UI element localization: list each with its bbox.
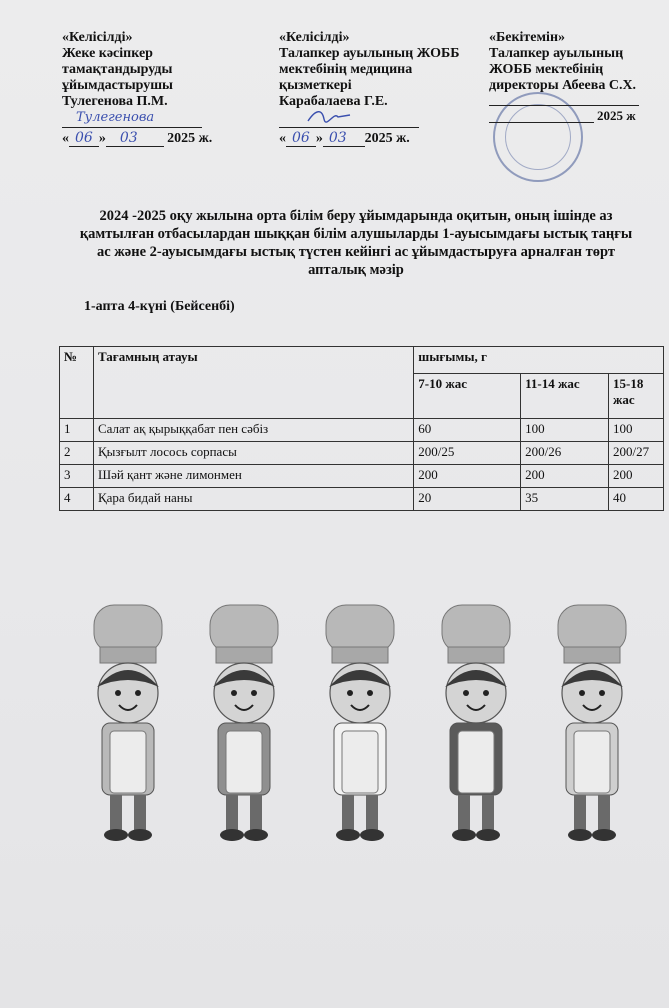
- chef-figure-5-apron: [574, 731, 610, 793]
- middle-line-5: Карабалаева Г.Е.: [279, 94, 388, 109]
- left-line-3: тамақтандыруды: [62, 62, 173, 77]
- chef-figure-5-shoe-left: [568, 829, 592, 841]
- left-line-5: Тулегенова П.М.: [62, 94, 168, 109]
- header-age-7-10: 7-10 жас: [414, 374, 521, 419]
- document-title: 2024 -2025 оқу жылына орта білім беру ұйымдарында оқитын, оның ішінде аз қамтылған отбасылардан шыққан білім алушыларды 1-ауысымдағы ыстық таңғы ас және 2-ауысымдағы ыстық түстен кейінгі ас ұйымдастыруға арналған төрт апталық мәзір: [79, 208, 633, 278]
- header-dish-name: Тағамның атауы: [93, 347, 413, 419]
- header-output: шығымы, г: [414, 347, 664, 374]
- chef-figure-2-apron: [226, 731, 262, 793]
- row-value-7-10: 20: [414, 488, 521, 511]
- row-value-11-14: 200: [521, 465, 609, 488]
- chef-figure-2-leg-left: [226, 795, 238, 831]
- row-value-15-18: 200: [608, 465, 663, 488]
- middle-date-year: 2025 ж.: [364, 131, 410, 146]
- middle-line-1: «Келісілді»: [279, 30, 350, 45]
- chef-figure-4-leg-left: [458, 795, 470, 831]
- chef-figure-1-apron: [110, 731, 146, 793]
- table-row: [60, 465, 664, 488]
- chef-figure-4-leg-right: [482, 795, 494, 831]
- chef-figure-1-eye-left: [115, 690, 121, 696]
- middle-handwritten-signature: [306, 107, 352, 127]
- row-dish: Шәй қант және лимонмен: [93, 465, 413, 488]
- middle-line-2: Талапкер ауылының ЖОББ: [279, 46, 460, 61]
- chef-figure-2-hat: [210, 605, 278, 653]
- header-age-11-14: 11-14 жас: [521, 374, 609, 419]
- chef-figure-4-hat-band: [448, 647, 504, 663]
- row-number: 3: [60, 465, 94, 488]
- chef-figure-1-eye-right: [135, 690, 141, 696]
- chef-figure-1-shoe-left: [104, 829, 128, 841]
- approval-block-right: [489, 30, 636, 94]
- middle-date-day: 06: [286, 130, 316, 147]
- chef-figure-3-eye-right: [367, 690, 373, 696]
- chef-figure-1-leg-left: [110, 795, 122, 831]
- row-value-7-10: 60: [414, 419, 521, 442]
- chef-figure-4-shoe-left: [452, 829, 476, 841]
- row-dish: Қара бидай наны: [93, 488, 413, 511]
- left-line-2: Жеке кәсіпкер: [62, 46, 153, 61]
- table-row: [60, 488, 664, 511]
- chef-figure-4-eye-right: [483, 690, 489, 696]
- right-date-year: 2025 ж: [597, 108, 636, 123]
- row-value-11-14: 100: [521, 419, 609, 442]
- middle-date-open: «: [279, 131, 286, 146]
- right-signature-line: [489, 105, 639, 106]
- right-line-3: ЖОББ мектебінің: [489, 62, 604, 77]
- row-value-7-10: 200: [414, 465, 521, 488]
- chef-figure-5-leg-left: [574, 795, 586, 831]
- chef-figure-4-shoe-right: [476, 829, 500, 841]
- right-line-1: «Бекітемін»: [489, 30, 566, 45]
- chef-figure-2-hat-band: [216, 647, 272, 663]
- table-row: [60, 419, 664, 442]
- child-chefs-illustration: [70, 595, 650, 855]
- row-value-15-18: 200/27: [608, 442, 663, 465]
- left-date-open: «: [62, 131, 69, 146]
- chef-figure-3-hat: [326, 605, 394, 653]
- right-line-2: Талапкер ауылының: [489, 46, 624, 61]
- chef-figure-3-apron: [342, 731, 378, 793]
- chef-figure-1-hat-band: [100, 647, 156, 663]
- header-number: №: [60, 347, 94, 419]
- chef-figure-2-eye-right: [251, 690, 257, 696]
- middle-date-month: 03: [323, 130, 365, 147]
- left-date-day: 06: [69, 130, 99, 147]
- chef-figure-3-leg-right: [366, 795, 378, 831]
- table-header-row: [60, 347, 664, 374]
- chef-figure-5-eye-left: [579, 690, 585, 696]
- left-signature-line: [62, 127, 202, 128]
- right-line-4: директоры Абеева С.Х.: [489, 78, 637, 93]
- chef-figure-4-eye-left: [463, 690, 469, 696]
- chef-figure-2-eye-left: [231, 690, 237, 696]
- row-value-15-18: 100: [608, 419, 663, 442]
- chef-figure-2-shoe-left: [220, 829, 244, 841]
- middle-date: [279, 130, 410, 147]
- header-age-15-18: 15-18 жас: [608, 374, 663, 419]
- row-value-15-18: 40: [608, 488, 663, 511]
- chef-figure-1-leg-right: [134, 795, 146, 831]
- left-date-mid: »: [98, 131, 106, 146]
- middle-signature-line: [279, 127, 419, 128]
- chef-figure-3-hat-band: [332, 647, 388, 663]
- chef-figure-5-shoe-right: [592, 829, 616, 841]
- menu-table: [59, 346, 664, 511]
- chef-figure-2-leg-right: [250, 795, 262, 831]
- chef-figure-2-shoe-right: [244, 829, 268, 841]
- row-number: 1: [60, 419, 94, 442]
- left-date-year: 2025 ж.: [167, 131, 213, 146]
- left-line-1: «Келісілді»: [62, 30, 133, 45]
- row-value-7-10: 200/25: [414, 442, 521, 465]
- middle-line-3: мектебінің медицина: [279, 62, 413, 77]
- row-number: 2: [60, 442, 94, 465]
- left-date-month: 03: [106, 130, 164, 147]
- middle-line-4: қызметкері: [279, 78, 352, 93]
- chef-figure-3-shoe-right: [360, 829, 384, 841]
- chef-figure-1-hat: [94, 605, 162, 653]
- chef-figure-5-hat-band: [564, 647, 620, 663]
- chef-figure-3-leg-left: [342, 795, 354, 831]
- chef-figure-1-shoe-right: [128, 829, 152, 841]
- left-date: [62, 130, 212, 147]
- left-line-4: ұйымдастырушы: [62, 78, 173, 93]
- table-row: [60, 442, 664, 465]
- chef-figure-5-leg-right: [598, 795, 610, 831]
- chef-figure-4-hat: [442, 605, 510, 653]
- chef-figure-5-hat: [558, 605, 626, 653]
- chef-figure-3-shoe-left: [336, 829, 360, 841]
- week-day-label: 1-апта 4-күні (Бейсенбі): [84, 299, 235, 314]
- chef-figure-5-eye-right: [599, 690, 605, 696]
- approval-block-left: [62, 30, 173, 110]
- row-value-11-14: 200/26: [521, 442, 609, 465]
- approval-block-middle: [279, 30, 460, 110]
- row-dish: Қызғылт лосось сорпасы: [93, 442, 413, 465]
- row-value-11-14: 35: [521, 488, 609, 511]
- row-dish: Салат ақ қырыққабат пен сәбіз: [93, 419, 413, 442]
- middle-date-mid: »: [315, 131, 323, 146]
- row-number: 4: [60, 488, 94, 511]
- chef-figure-4-apron: [458, 731, 494, 793]
- right-date-line: [489, 122, 594, 123]
- left-handwritten-signature: Тулегенова: [76, 110, 155, 125]
- chef-figure-3-eye-left: [347, 690, 353, 696]
